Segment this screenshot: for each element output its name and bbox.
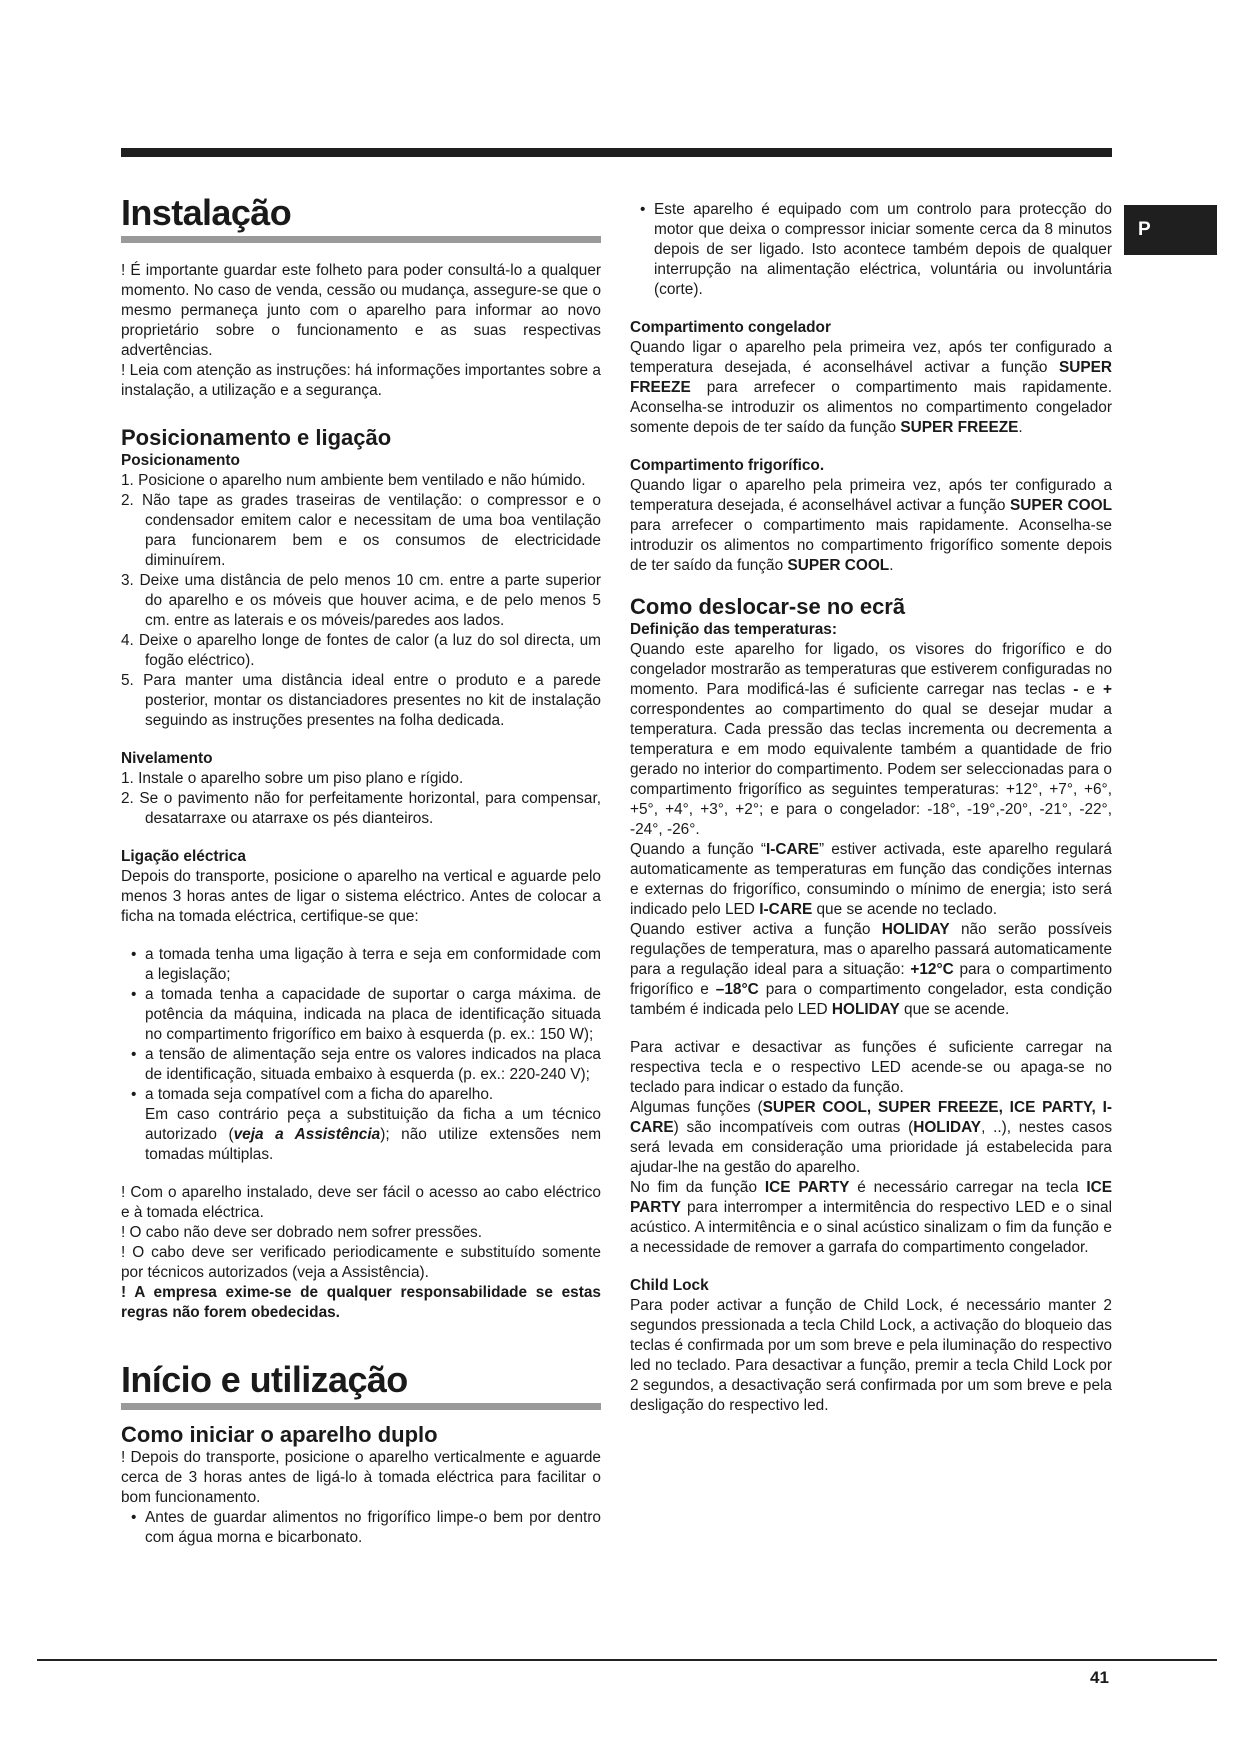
screen-navigation-heading: Como deslocar-se no ecrã [630, 594, 906, 619]
installation-heading: Instalação [121, 192, 292, 233]
activate-paragraph: Para activar e desactivar as funções é suficiente carregar na respectiva tecla e o respectivo LED acende-se ou apaga-se no teclado para indicar o estado da função. [630, 1039, 1112, 1096]
fridge-paragraph: Quando ligar o aparelho pela primeira vez, após ter configurado a temperatura desejada, é aconselhável activar a função SUPER COOL para arrefecer o compartimento mais rapidamente. Aconselha-se introduzir os alimentos no compartimento frigorífico somente depois de ter saído da função SUPER COOL. [630, 477, 1112, 574]
holiday-paragraph: Quando estiver activa a função HOLIDAY não serão possíveis regulações de temperatura, mas o aparelho passará automaticamente para a regulação ideal para a situação: +12°C para o compartimento frigorífico e –18°C para o compartimento congelador, esta condição também é indicada pelo LED HOLIDAY que se acende. [630, 921, 1113, 1018]
child-lock-subheading: Child Lock [630, 1277, 709, 1294]
start-usage-heading: Início e utilização [121, 1359, 408, 1400]
list-item: • a tensão de alimentação seja entre os valores indicados na placa de identificação, situada embaixo à esquerda (p. ex.: 220-240 V); [121, 1045, 601, 1085]
bottom-rule [37, 1659, 1217, 1661]
icare-paragraph: Quando a função “I-CARE” estiver activada, este aparelho regulará automaticamente as temperaturas em função das condições internas e externas do frigorífico, consumindo o mínimo de energia; isto será indicado pelo LED I-CARE que se acende no teclado. [630, 841, 1112, 918]
ice-party-paragraph: No fim da função ICE PARTY é necessário carregar na tecla ICE PARTY para interromper a intermitência do respectivo LED e o sinal acústico. A intermitência e o sinal acústico sinalizam o fim da função e a necessidade de remover a garrafa do compartimento congelador. [630, 1179, 1112, 1256]
list-item: 2. Não tape as grades traseiras de ventilação: o compressor e o condensador emitem calor e necessitam de uma boa ventilação para funcionarem bem e os consumos de electricidade diminuírem. [121, 492, 601, 569]
leveling-subheading: Nivelamento [121, 750, 213, 767]
language-tab: P [1124, 205, 1217, 255]
electrical-intro: Depois do transporte, posicione o aparelho na vertical e aguarde pelo menos 3 horas antes de ligar o sistema eléctrico. Antes de colocar a ficha na tomada eléctrica, certifique-se que: [121, 868, 601, 925]
start-double-heading: Como iniciar o aparelho duplo [121, 1422, 438, 1447]
list-item: 1. Instale o aparelho sobre um piso plano e rígido. [121, 770, 464, 787]
top-rule [121, 148, 1112, 157]
electrical-subheading: Ligação eléctrica [121, 848, 246, 865]
heading-underline [121, 236, 601, 243]
left-column [121, 192, 601, 1548]
positioning-subheading: Posicionamento [121, 452, 240, 469]
child-lock-paragraph: Para poder activar a função de Child Lock, é necessário manter 2 segundos pressionada a tecla Child Lock, a activação do bloqueio das teclas é confirmada por um som breve e pela iluminação do respectivo led no teclado. Para desactivar a função, premir a tecla Child Lock por 2 segundos, a desactivação será confirmada por um som breve e pela desligação do respectivo led. [630, 1297, 1112, 1414]
freezer-subheading: Compartimento congelador [630, 319, 831, 336]
electrical-continuation: Em caso contrário peça a substituição da ficha a um técnico autorizado (veja a Assistência); não utilize extensões nem tomadas múltiplas. [145, 1106, 602, 1163]
temperatures-subheading: Definição das temperaturas: [630, 621, 837, 638]
list-item: 2. Se o pavimento não for perfeitamente horizontal, para compensar, desatarraxe ou atarraxe os pés dianteiros. [121, 790, 601, 827]
leveling-list [121, 769, 601, 829]
warning-note: ! Com o aparelho instalado, deve ser fácil o acesso ao cabo eléctrico e à tomada eléctrica. [121, 1184, 601, 1221]
right-column [630, 200, 1112, 1416]
intro-paragraph: ! É importante guardar este folheto para poder consultá-lo a qualquer momento. No caso de venda, cessão ou mudança, assegure-se que o mesmo permaneça junto com o aparelho para informar ao novo proprietário sobre o funcionamento e as suas respectivas advertências. [121, 262, 601, 359]
electrical-checklist [121, 945, 601, 1105]
list-item: 4. Deixe o aparelho longe de fontes de calor (a luz do sol directa, um fogão eléctrico). [121, 632, 601, 669]
positioning-connection-heading: Posicionamento e ligação [121, 425, 392, 450]
start-paragraph: ! Depois do transporte, posicione o aparelho verticalmente e aguarde cerca de 3 horas antes de ligá-lo à tomada eléctrica para facilitar o bom funcionamento. [121, 1449, 601, 1506]
fridge-subheading: Compartimento frigorífico. [630, 457, 825, 474]
list-item: • a tomada tenha a capacidade de suportar o carga máxima. de potência da máquina, indicada na placa de identificação situada no compartimento frigorífico em baixo à esquerda (p. ex.: 150 W); [121, 985, 601, 1045]
list-item: • a tomada tenha uma ligação à terra e seja em conformidade com a legislação; [121, 945, 601, 985]
list-item: 1. Posicione o aparelho num ambiente bem ventilado e não húmido. [121, 472, 586, 489]
freezer-paragraph: Quando ligar o aparelho pela primeira vez, após ter configurado a temperatura desejada, é aconselhável activar a função SUPER FREEZE para arrefecer o compartimento mais rapidamente. Aconselha-se introduzir os alimentos no compartimento congelador somente depois de ter saído da função SUPER FREEZE. [630, 339, 1112, 436]
list-item: • Antes de guardar alimentos no frigorífico limpe-o bem por dentro com água morna e bicarbonato. [121, 1508, 601, 1548]
start-list [121, 1508, 601, 1548]
list-item: • Este aparelho é equipado com um controlo para protecção do motor que deixa o compressor iniciar somente cerca da 8 minutos depois de ser ligado. Isto acontece também depois de qualquer interrupção na alimentação eléctrica, voluntária ou involuntária (corte). [630, 200, 1112, 300]
page-number: 41 [1090, 1668, 1109, 1687]
motor-note-list [630, 200, 1112, 300]
intro-paragraph: ! Leia com atenção as instruções: há informações importantes sobre a instalação, a utilização e a segurança. [121, 362, 601, 399]
liability-note: ! A empresa exime-se de qualquer responsabilidade se estas regras não forem obedecidas. [121, 1284, 601, 1321]
list-item: • a tomada seja compatível com a ficha do aparelho. [121, 1085, 601, 1105]
incompatible-paragraph: Algumas funções (SUPER COOL, SUPER FREEZE, ICE PARTY, I-CARE) são incompatíveis com outras (HOLIDAY, ..), nestes casos será levada em consideração uma prioridade já estabelecida para ajudar-lhe na gestão do aparelho. [630, 1099, 1113, 1176]
list-item: 5. Para manter uma distância ideal entre o produto e a parede posterior, montar os distanciadores presentes no kit de instalação seguindo as instruções presentes na folha dedicada. [121, 672, 601, 729]
positioning-list [121, 471, 601, 731]
warning-note: ! O cabo deve ser verificado periodicamente e substituído somente por técnicos autorizados (veja a Assistência). [121, 1244, 601, 1281]
temperatures-paragraph: Quando este aparelho for ligado, os visores do frigorífico e do congelador mostrarão as temperaturas que estiverem configuradas no momento. Para modificá-las é suficiente carregar nas teclas - e + correspondentes ao compartimento do qual se desejar mudar a temperatura. Cada pressão das teclas incrementa ou decrementa a temperatura e em modo equivalente também a quantidade de frio gerado no interior do compartimento. Podem ser seleccionadas para o compartimento frigorífico as seguintes temperaturas: +12°, +7°, +6°, +5°, +4°, +3°, +2°; e para o congelador: -18°, -19°,-20°, -21°, -22°, -24°, -26°. [630, 641, 1112, 838]
list-item: 3. Deixe uma distância de pelo menos 10 cm. entre a parte superior do aparelho e os móveis que houver acima, e de pelo menos 5 cm. entre as laterais e os móveis/paredes aos lados. [121, 572, 601, 629]
heading-underline [121, 1403, 601, 1410]
warning-note: ! O cabo não deve ser dobrado nem sofrer pressões. [121, 1224, 483, 1241]
